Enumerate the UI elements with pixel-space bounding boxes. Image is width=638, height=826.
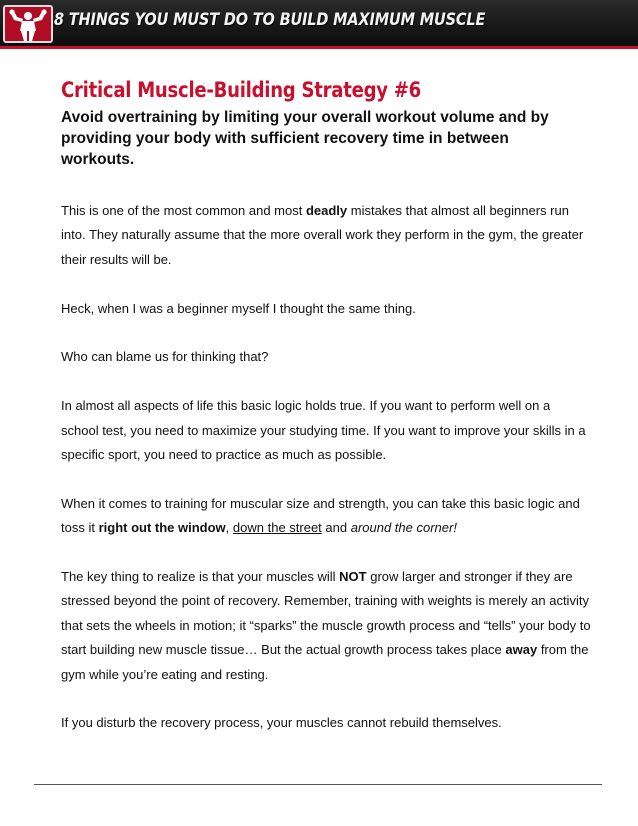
paragraph-7: If you disturb the recovery process, your muscles cannot rebuild themselves. <box>61 715 502 731</box>
emphasis-street: down the street <box>232 520 322 536</box>
paragraph-6: The key thing to realize is that your muscles will NOT grow larger and stronger if they are stressed beyond the point of recovery. Remember, training with weights is merely an activity that sets the wheels in motion; it “sparks” the muscle growth process and “tells” your body to start building new muscle tissue… But the actual growth process takes place away from the gym while you’re eating and resting. <box>61 569 591 682</box>
flexing-bodybuilder-icon <box>3 5 53 43</box>
emphasis-away: away <box>505 642 538 658</box>
strategy-subheading: Avoid overtraining by limiting your overall workout volume and by providing your body with sufficient recovery time in between workouts. <box>61 109 549 168</box>
emphasis-deadly: deadly <box>305 203 348 218</box>
header-banner <box>0 0 638 49</box>
emphasis-corner: around the corner! <box>350 520 457 536</box>
page-title: Critical Muscle-Building Strategy #6 <box>61 78 421 102</box>
footer-divider <box>34 784 602 785</box>
paragraph-2: Heck, when I was a beginner myself I thought the same thing. <box>61 300 416 316</box>
paragraph-4: In almost all aspects of life this basic logic holds true. If you want to perform well on a school test, you need to maximize your studying time. If you want to improve your skills in a specific sport, you need to practice as much as possible. <box>61 398 586 463</box>
banner-title: 8 THINGS YOU MUST DO TO BUILD MAXIMUM MUSCLE <box>54 10 486 29</box>
emphasis-window: right out the window <box>98 520 226 536</box>
body-text <box>61 199 591 736</box>
emphasis-not: NOT <box>339 569 367 585</box>
paragraph-1: This is one of the most common and most deadly mistakes that almost all beginners run into. They naturally assume that the more overall work they perform in the gym, the greater their results will be. <box>61 203 584 267</box>
paragraph-5: When it comes to training for muscular size and strength, you can take this basic logic and toss it right out the window, down the street and around the corner! <box>61 495 580 536</box>
paragraph-3: Who can blame us for thinking that? <box>61 349 269 365</box>
